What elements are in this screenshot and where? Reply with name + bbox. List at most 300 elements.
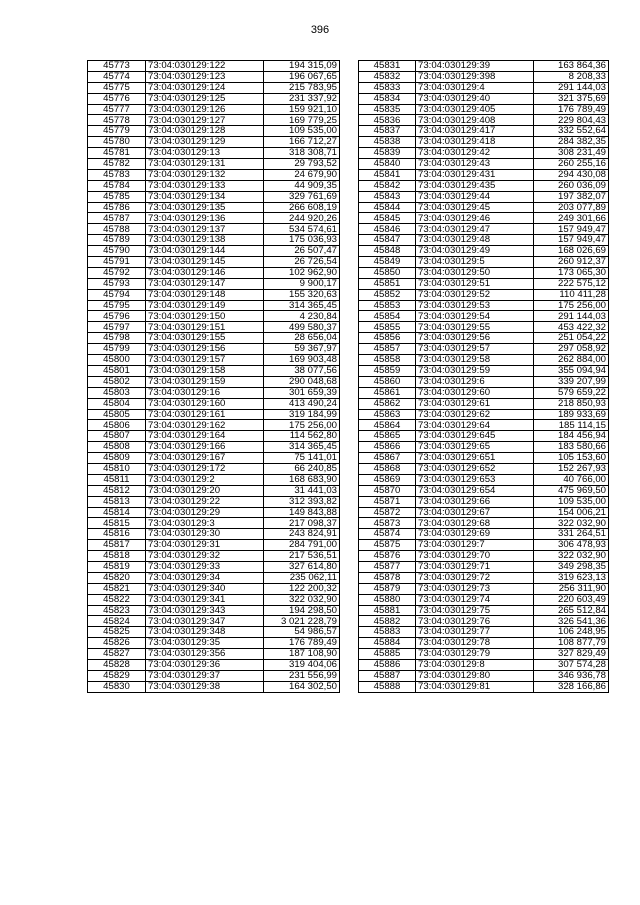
table-row bbox=[88, 61, 340, 72]
table-row bbox=[359, 246, 609, 257]
cadastral-value-cell: 314 365,45 bbox=[264, 442, 340, 453]
parcel-table-left bbox=[87, 60, 340, 693]
cadastral-value-cell: 169 779,25 bbox=[264, 115, 340, 126]
cadastral-number-cell: 73:04:030129:42 bbox=[416, 148, 534, 159]
table-row bbox=[88, 246, 340, 257]
cadastral-value-cell: 266 608,19 bbox=[264, 202, 340, 213]
table-row bbox=[359, 594, 609, 605]
table-row bbox=[359, 605, 609, 616]
row-number-cell: 45786 bbox=[88, 202, 146, 213]
cadastral-value-cell: 108 877,79 bbox=[534, 638, 609, 649]
table-row bbox=[359, 115, 609, 126]
cadastral-number-cell: 73:04:030129:341 bbox=[146, 594, 264, 605]
cadastral-number-cell: 73:04:030129:144 bbox=[146, 246, 264, 257]
row-number-cell: 45852 bbox=[359, 289, 416, 300]
cadastral-value-cell: 326 541,36 bbox=[534, 616, 609, 627]
cadastral-number-cell: 73:04:030129:66 bbox=[416, 496, 534, 507]
cadastral-value-cell: 176 789,49 bbox=[534, 104, 609, 115]
cadastral-number-cell: 73:04:030129:343 bbox=[146, 605, 264, 616]
table-row bbox=[88, 496, 340, 507]
cadastral-number-cell: 73:04:030129:159 bbox=[146, 376, 264, 387]
table-row bbox=[359, 137, 609, 148]
cadastral-value-cell: 29 793,52 bbox=[264, 159, 340, 170]
row-number-cell: 45841 bbox=[359, 169, 416, 180]
table-row bbox=[88, 398, 340, 409]
row-number-cell: 45782 bbox=[88, 159, 146, 170]
cadastral-number-cell: 73:04:030129:64 bbox=[416, 420, 534, 431]
cadastral-value-cell: 290 048,68 bbox=[264, 376, 340, 387]
cadastral-number-cell: 73:04:030129:44 bbox=[416, 191, 534, 202]
row-number-cell: 45888 bbox=[359, 681, 416, 692]
table-row bbox=[359, 649, 609, 660]
row-number-cell: 45785 bbox=[88, 191, 146, 202]
cadastral-value-cell: 319 184,99 bbox=[264, 409, 340, 420]
cadastral-number-cell: 73:04:030129:59 bbox=[416, 365, 534, 376]
cadastral-number-cell: 73:04:030129:158 bbox=[146, 365, 264, 376]
cadastral-value-cell: 475 969,50 bbox=[534, 485, 609, 496]
cadastral-number-cell: 73:04:030129:37 bbox=[146, 670, 264, 681]
cadastral-value-cell: 110 411,28 bbox=[534, 289, 609, 300]
cadastral-value-cell: 260 912,37 bbox=[534, 257, 609, 268]
table-row bbox=[88, 540, 340, 551]
cadastral-number-cell: 73:04:030129:51 bbox=[416, 278, 534, 289]
cadastral-value-cell: 24 679,90 bbox=[264, 169, 340, 180]
row-number-cell: 45840 bbox=[359, 159, 416, 170]
row-number-cell: 45776 bbox=[88, 93, 146, 104]
table-row bbox=[88, 104, 340, 115]
table-row bbox=[359, 126, 609, 137]
row-number-cell: 45860 bbox=[359, 376, 416, 387]
cadastral-number-cell: 73:04:030129:79 bbox=[416, 649, 534, 660]
table-row bbox=[88, 649, 340, 660]
row-number-cell: 45844 bbox=[359, 202, 416, 213]
table-row bbox=[88, 71, 340, 82]
cadastral-number-cell: 73:04:030129:20 bbox=[146, 485, 264, 496]
row-number-cell: 45803 bbox=[88, 387, 146, 398]
table-row bbox=[359, 627, 609, 638]
table-row bbox=[88, 344, 340, 355]
cadastral-number-cell: 73:04:030129:147 bbox=[146, 278, 264, 289]
row-number-cell: 45831 bbox=[359, 61, 416, 72]
table-row bbox=[359, 82, 609, 93]
cadastral-value-cell: 222 575,12 bbox=[534, 278, 609, 289]
cadastral-number-cell: 73:04:030129:8 bbox=[416, 659, 534, 670]
row-number-cell: 45883 bbox=[359, 627, 416, 638]
row-number-cell: 45816 bbox=[88, 529, 146, 540]
cadastral-number-cell: 73:04:030129:38 bbox=[146, 681, 264, 692]
row-number-cell: 45777 bbox=[88, 104, 146, 115]
cadastral-value-cell: 44 909,35 bbox=[264, 180, 340, 191]
cadastral-value-cell: 168 683,90 bbox=[264, 474, 340, 485]
cadastral-number-cell: 73:04:030129:69 bbox=[416, 529, 534, 540]
table-row bbox=[88, 638, 340, 649]
table-row bbox=[359, 376, 609, 387]
cadastral-value-cell: 183 580,66 bbox=[534, 442, 609, 453]
cadastral-value-cell: 157 949,47 bbox=[534, 235, 609, 246]
cadastral-value-cell: 166 712,27 bbox=[264, 137, 340, 148]
table-row bbox=[88, 191, 340, 202]
cadastral-value-cell: 314 365,45 bbox=[264, 300, 340, 311]
cadastral-value-cell: 114 562,80 bbox=[264, 431, 340, 442]
table-row bbox=[359, 507, 609, 518]
table-row bbox=[359, 104, 609, 115]
cadastral-value-cell: 189 933,69 bbox=[534, 409, 609, 420]
row-number-cell: 45800 bbox=[88, 355, 146, 366]
cadastral-number-cell: 73:04:030129:123 bbox=[146, 71, 264, 82]
table-row bbox=[88, 289, 340, 300]
row-number-cell: 45835 bbox=[359, 104, 416, 115]
row-number-cell: 45796 bbox=[88, 311, 146, 322]
cadastral-value-cell: 194 315,09 bbox=[264, 61, 340, 72]
cadastral-value-cell: 102 962,90 bbox=[264, 267, 340, 278]
row-number-cell: 45793 bbox=[88, 278, 146, 289]
table-row bbox=[359, 420, 609, 431]
cadastral-number-cell: 73:04:030129:47 bbox=[416, 224, 534, 235]
cadastral-value-cell: 260 036,09 bbox=[534, 180, 609, 191]
cadastral-value-cell: 319 404,06 bbox=[264, 659, 340, 670]
row-number-cell: 45884 bbox=[359, 638, 416, 649]
cadastral-value-cell: 122 200,32 bbox=[264, 583, 340, 594]
cadastral-value-cell: 453 422,32 bbox=[534, 322, 609, 333]
row-number-cell: 45876 bbox=[359, 551, 416, 562]
table-row bbox=[88, 137, 340, 148]
cadastral-value-cell: 184 456,94 bbox=[534, 431, 609, 442]
table-row bbox=[359, 529, 609, 540]
cadastral-number-cell: 73:04:030129:435 bbox=[416, 180, 534, 191]
row-number-cell: 45799 bbox=[88, 344, 146, 355]
cadastral-value-cell: 291 144,03 bbox=[534, 82, 609, 93]
table-row bbox=[88, 148, 340, 159]
cadastral-value-cell: 157 949,47 bbox=[534, 224, 609, 235]
row-number-cell: 45887 bbox=[359, 670, 416, 681]
row-number-cell: 45879 bbox=[359, 583, 416, 594]
cadastral-value-cell: 262 884,00 bbox=[534, 355, 609, 366]
cadastral-number-cell: 73:04:030129:651 bbox=[416, 453, 534, 464]
row-number-cell: 45857 bbox=[359, 344, 416, 355]
cadastral-value-cell: 173 065,30 bbox=[534, 267, 609, 278]
cadastral-value-cell: 175 256,00 bbox=[534, 300, 609, 311]
table-row bbox=[88, 376, 340, 387]
cadastral-number-cell: 73:04:030129:151 bbox=[146, 322, 264, 333]
cadastral-value-cell: 8 208,33 bbox=[534, 71, 609, 82]
table-row bbox=[88, 322, 340, 333]
cadastral-value-cell: 306 478,93 bbox=[534, 540, 609, 551]
table-row bbox=[359, 659, 609, 670]
cadastral-value-cell: 28 656,04 bbox=[264, 333, 340, 344]
cadastral-number-cell: 73:04:030129:162 bbox=[146, 420, 264, 431]
table-row bbox=[359, 61, 609, 72]
table-row bbox=[359, 213, 609, 224]
cadastral-value-cell: 106 248,95 bbox=[534, 627, 609, 638]
row-number-cell: 45808 bbox=[88, 442, 146, 453]
row-number-cell: 45867 bbox=[359, 453, 416, 464]
cadastral-number-cell: 73:04:030129:16 bbox=[146, 387, 264, 398]
cadastral-number-cell: 73:04:030129:122 bbox=[146, 61, 264, 72]
row-number-cell: 45837 bbox=[359, 126, 416, 137]
cadastral-value-cell: 301 659,39 bbox=[264, 387, 340, 398]
cadastral-number-cell: 73:04:030129:53 bbox=[416, 300, 534, 311]
parcel-table-right bbox=[358, 60, 609, 693]
table-row bbox=[359, 191, 609, 202]
cadastral-number-cell: 73:04:030129:340 bbox=[146, 583, 264, 594]
cadastral-number-cell: 73:04:030129:137 bbox=[146, 224, 264, 235]
cadastral-number-cell: 73:04:030129:156 bbox=[146, 344, 264, 355]
table-row bbox=[359, 267, 609, 278]
cadastral-value-cell: 413 490,24 bbox=[264, 398, 340, 409]
row-number-cell: 45817 bbox=[88, 540, 146, 551]
row-number-cell: 45880 bbox=[359, 594, 416, 605]
row-number-cell: 45859 bbox=[359, 365, 416, 376]
cadastral-number-cell: 73:04:030129:417 bbox=[416, 126, 534, 137]
cadastral-value-cell: 217 098,37 bbox=[264, 518, 340, 529]
cadastral-value-cell: 244 920,26 bbox=[264, 213, 340, 224]
cadastral-number-cell: 73:04:030129:347 bbox=[146, 616, 264, 627]
row-number-cell: 45871 bbox=[359, 496, 416, 507]
cadastral-number-cell: 73:04:030129:76 bbox=[416, 616, 534, 627]
cadastral-number-cell: 73:04:030129:125 bbox=[146, 93, 264, 104]
cadastral-number-cell: 73:04:030129:145 bbox=[146, 257, 264, 268]
cadastral-value-cell: 251 054,22 bbox=[534, 333, 609, 344]
row-number-cell: 45774 bbox=[88, 71, 146, 82]
cadastral-value-cell: 175 256,00 bbox=[264, 420, 340, 431]
row-number-cell: 45801 bbox=[88, 365, 146, 376]
table-row bbox=[88, 365, 340, 376]
table-row bbox=[359, 365, 609, 376]
table-row bbox=[88, 442, 340, 453]
row-number-cell: 45868 bbox=[359, 463, 416, 474]
row-number-cell: 45878 bbox=[359, 572, 416, 583]
cadastral-number-cell: 73:04:030129:157 bbox=[146, 355, 264, 366]
cadastral-value-cell: 164 302,50 bbox=[264, 681, 340, 692]
cadastral-number-cell: 73:04:030129:32 bbox=[146, 551, 264, 562]
cadastral-number-cell: 73:04:030129:136 bbox=[146, 213, 264, 224]
cadastral-value-cell: 4 230,84 bbox=[264, 311, 340, 322]
row-number-cell: 45848 bbox=[359, 246, 416, 257]
cadastral-value-cell: 175 036,93 bbox=[264, 235, 340, 246]
row-number-cell: 45851 bbox=[359, 278, 416, 289]
cadastral-number-cell: 73:04:030129:4 bbox=[416, 82, 534, 93]
row-number-cell: 45861 bbox=[359, 387, 416, 398]
row-number-cell: 45775 bbox=[88, 82, 146, 93]
cadastral-value-cell: 215 783,95 bbox=[264, 82, 340, 93]
table-row bbox=[359, 616, 609, 627]
table-row bbox=[359, 322, 609, 333]
cadastral-number-cell: 73:04:030129:54 bbox=[416, 311, 534, 322]
row-number-cell: 45783 bbox=[88, 169, 146, 180]
row-number-cell: 45824 bbox=[88, 616, 146, 627]
table-row bbox=[88, 485, 340, 496]
cadastral-value-cell: 152 267,93 bbox=[534, 463, 609, 474]
cadastral-value-cell: 197 382,07 bbox=[534, 191, 609, 202]
cadastral-value-cell: 346 936,78 bbox=[534, 670, 609, 681]
table-row bbox=[88, 420, 340, 431]
cadastral-value-cell: 329 761,69 bbox=[264, 191, 340, 202]
cadastral-value-cell: 75 141,01 bbox=[264, 453, 340, 464]
cadastral-value-cell: 66 240,85 bbox=[264, 463, 340, 474]
table-row bbox=[88, 572, 340, 583]
cadastral-number-cell: 73:04:030129:49 bbox=[416, 246, 534, 257]
cadastral-number-cell: 73:04:030129:43 bbox=[416, 159, 534, 170]
cadastral-number-cell: 73:04:030129:70 bbox=[416, 551, 534, 562]
cadastral-number-cell: 73:04:030129:155 bbox=[146, 333, 264, 344]
table-row bbox=[359, 551, 609, 562]
table-row bbox=[359, 540, 609, 551]
cadastral-value-cell: 9 900,17 bbox=[264, 278, 340, 289]
table-row bbox=[88, 551, 340, 562]
row-number-cell: 45791 bbox=[88, 257, 146, 268]
cadastral-value-cell: 339 207,99 bbox=[534, 376, 609, 387]
cadastral-value-cell: 308 231,49 bbox=[534, 148, 609, 159]
table-row bbox=[359, 235, 609, 246]
cadastral-value-cell: 312 393,82 bbox=[264, 496, 340, 507]
cadastral-value-cell: 319 623,13 bbox=[534, 572, 609, 583]
row-number-cell: 45798 bbox=[88, 333, 146, 344]
table-row bbox=[359, 561, 609, 572]
row-number-cell: 45811 bbox=[88, 474, 146, 485]
row-number-cell: 45784 bbox=[88, 180, 146, 191]
table-row bbox=[88, 409, 340, 420]
row-number-cell: 45787 bbox=[88, 213, 146, 224]
cadastral-number-cell: 73:04:030129:80 bbox=[416, 670, 534, 681]
row-number-cell: 45833 bbox=[359, 82, 416, 93]
cadastral-value-cell: 260 255,16 bbox=[534, 159, 609, 170]
cadastral-number-cell: 73:04:030129:5 bbox=[416, 257, 534, 268]
table-row bbox=[88, 159, 340, 170]
table-row bbox=[359, 398, 609, 409]
row-number-cell: 45814 bbox=[88, 507, 146, 518]
cadastral-number-cell: 73:04:030129:150 bbox=[146, 311, 264, 322]
cadastral-number-cell: 73:04:030129:71 bbox=[416, 561, 534, 572]
cadastral-value-cell: 321 375,69 bbox=[534, 93, 609, 104]
cadastral-number-cell: 73:04:030129:129 bbox=[146, 137, 264, 148]
cadastral-number-cell: 73:04:030129:431 bbox=[416, 169, 534, 180]
table-row bbox=[359, 431, 609, 442]
table-row bbox=[88, 681, 340, 692]
cadastral-value-cell: 355 094,94 bbox=[534, 365, 609, 376]
cadastral-number-cell: 73:04:030129:58 bbox=[416, 355, 534, 366]
cadastral-number-cell: 73:04:030129:56 bbox=[416, 333, 534, 344]
cadastral-value-cell: 155 320,63 bbox=[264, 289, 340, 300]
cadastral-value-cell: 54 986,57 bbox=[264, 627, 340, 638]
cadastral-number-cell: 73:04:030129:149 bbox=[146, 300, 264, 311]
row-number-cell: 45853 bbox=[359, 300, 416, 311]
cadastral-number-cell: 73:04:030129:33 bbox=[146, 561, 264, 572]
cadastral-number-cell: 73:04:030129:160 bbox=[146, 398, 264, 409]
table-row bbox=[359, 670, 609, 681]
row-number-cell: 45885 bbox=[359, 649, 416, 660]
cadastral-number-cell: 73:04:030129:48 bbox=[416, 235, 534, 246]
row-number-cell: 45854 bbox=[359, 311, 416, 322]
table-row bbox=[359, 224, 609, 235]
cadastral-number-cell: 73:04:030129:31 bbox=[146, 540, 264, 551]
cadastral-value-cell: 534 574,61 bbox=[264, 224, 340, 235]
cadastral-value-cell: 579 659,22 bbox=[534, 387, 609, 398]
cadastral-number-cell: 73:04:030129:124 bbox=[146, 82, 264, 93]
row-number-cell: 45825 bbox=[88, 627, 146, 638]
cadastral-number-cell: 73:04:030129:146 bbox=[146, 267, 264, 278]
cadastral-number-cell: 73:04:030129:172 bbox=[146, 463, 264, 474]
cadastral-value-cell: 196 067,65 bbox=[264, 71, 340, 82]
cadastral-number-cell: 73:04:030129:405 bbox=[416, 104, 534, 115]
cadastral-number-cell: 73:04:030129:408 bbox=[416, 115, 534, 126]
table-row bbox=[88, 670, 340, 681]
cadastral-number-cell: 73:04:030129:6 bbox=[416, 376, 534, 387]
row-number-cell: 45810 bbox=[88, 463, 146, 474]
row-number-cell: 45850 bbox=[359, 267, 416, 278]
cadastral-value-cell: 3 021 228,79 bbox=[264, 616, 340, 627]
cadastral-value-cell: 109 535,00 bbox=[264, 126, 340, 137]
cadastral-value-cell: 168 026,69 bbox=[534, 246, 609, 257]
cadastral-value-cell: 163 864,36 bbox=[534, 61, 609, 72]
table-row bbox=[88, 474, 340, 485]
table-row bbox=[359, 148, 609, 159]
table-row bbox=[359, 333, 609, 344]
row-number-cell: 45845 bbox=[359, 213, 416, 224]
table-row bbox=[359, 485, 609, 496]
cadastral-number-cell: 73:04:030129:167 bbox=[146, 453, 264, 464]
row-number-cell: 45821 bbox=[88, 583, 146, 594]
table-row bbox=[359, 311, 609, 322]
row-number-cell: 45812 bbox=[88, 485, 146, 496]
cadastral-number-cell: 73:04:030129:50 bbox=[416, 267, 534, 278]
table-row bbox=[88, 616, 340, 627]
cadastral-number-cell: 73:04:030129:13 bbox=[146, 148, 264, 159]
table-row bbox=[359, 474, 609, 485]
table-row bbox=[88, 82, 340, 93]
cadastral-number-cell: 73:04:030129:148 bbox=[146, 289, 264, 300]
row-number-cell: 45834 bbox=[359, 93, 416, 104]
cadastral-number-cell: 73:04:030129:78 bbox=[416, 638, 534, 649]
cadastral-value-cell: 328 166,86 bbox=[534, 681, 609, 692]
row-number-cell: 45805 bbox=[88, 409, 146, 420]
table-row bbox=[88, 518, 340, 529]
cadastral-value-cell: 149 843,88 bbox=[264, 507, 340, 518]
table-row bbox=[359, 93, 609, 104]
row-number-cell: 45843 bbox=[359, 191, 416, 202]
cadastral-number-cell: 73:04:030129:29 bbox=[146, 507, 264, 518]
row-number-cell: 45781 bbox=[88, 148, 146, 159]
row-number-cell: 45778 bbox=[88, 115, 146, 126]
cadastral-number-cell: 73:04:030129:77 bbox=[416, 627, 534, 638]
cadastral-value-cell: 185 114,15 bbox=[534, 420, 609, 431]
row-number-cell: 45842 bbox=[359, 180, 416, 191]
cadastral-number-cell: 73:04:030129:135 bbox=[146, 202, 264, 213]
cadastral-value-cell: 284 382,35 bbox=[534, 137, 609, 148]
cadastral-value-cell: 218 850,93 bbox=[534, 398, 609, 409]
cadastral-number-cell: 73:04:030129:39 bbox=[416, 61, 534, 72]
cadastral-number-cell: 73:04:030129:166 bbox=[146, 442, 264, 453]
cadastral-number-cell: 73:04:030129:398 bbox=[416, 71, 534, 82]
cadastral-number-cell: 73:04:030129:75 bbox=[416, 605, 534, 616]
cadastral-value-cell: 159 921,10 bbox=[264, 104, 340, 115]
table-row bbox=[88, 213, 340, 224]
cadastral-value-cell: 349 298,35 bbox=[534, 561, 609, 572]
table-row bbox=[88, 300, 340, 311]
row-number-cell: 45872 bbox=[359, 507, 416, 518]
row-number-cell: 45865 bbox=[359, 431, 416, 442]
row-number-cell: 45820 bbox=[88, 572, 146, 583]
row-number-cell: 45830 bbox=[88, 681, 146, 692]
row-number-cell: 45839 bbox=[359, 148, 416, 159]
cadastral-value-cell: 217 536,51 bbox=[264, 551, 340, 562]
cadastral-value-cell: 231 337,92 bbox=[264, 93, 340, 104]
cadastral-value-cell: 294 430,08 bbox=[534, 169, 609, 180]
cadastral-number-cell: 73:04:030129:645 bbox=[416, 431, 534, 442]
cadastral-value-cell: 297 058,92 bbox=[534, 344, 609, 355]
row-number-cell: 45818 bbox=[88, 551, 146, 562]
cadastral-number-cell: 73:04:030129:46 bbox=[416, 213, 534, 224]
row-number-cell: 45882 bbox=[359, 616, 416, 627]
